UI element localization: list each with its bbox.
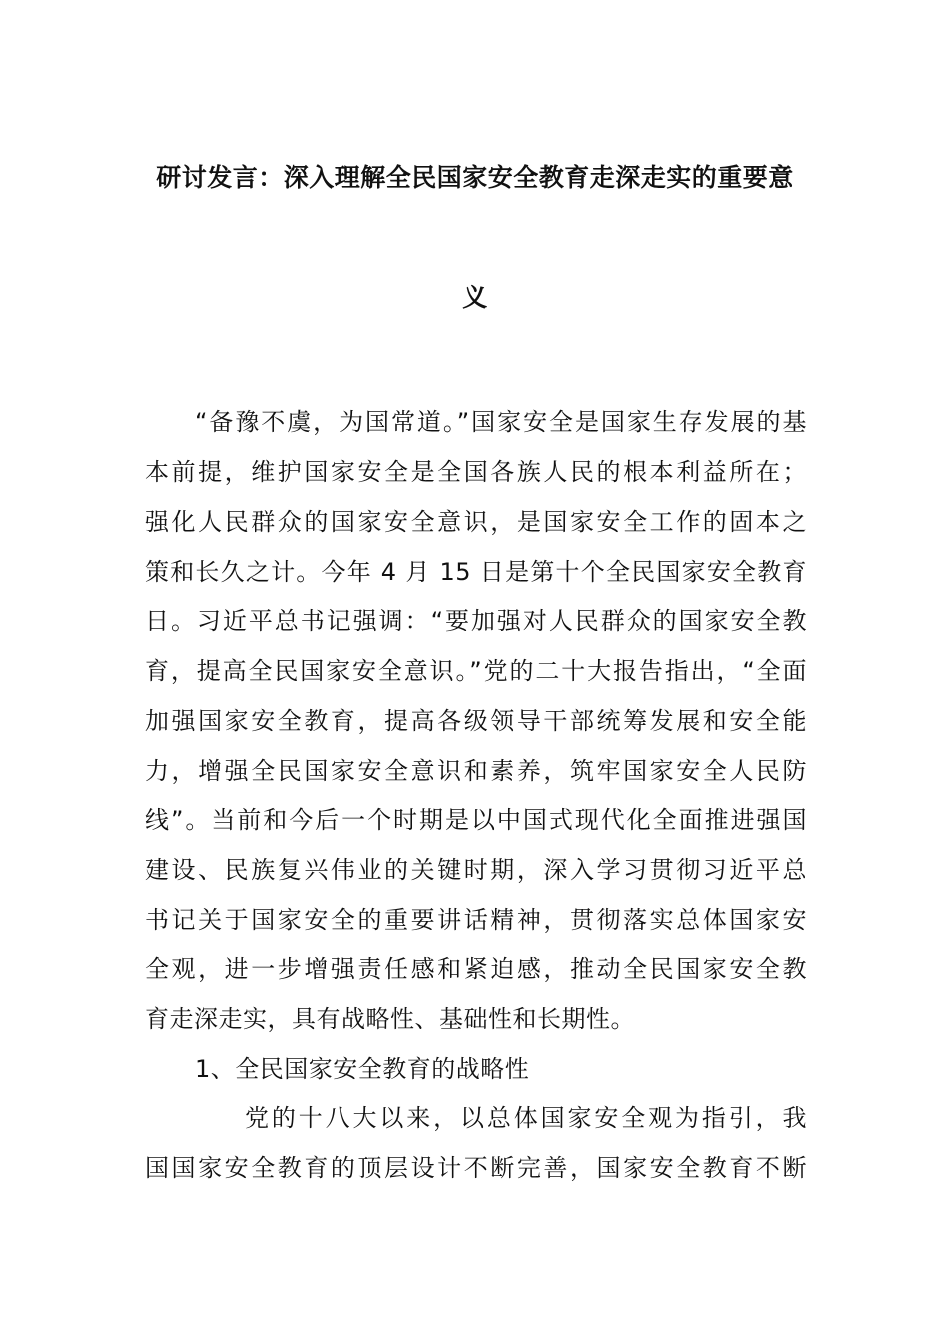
paragraph-1-line: 育，提高全民国家安全意识。”党的二十大报告指出，“全面	[145, 657, 807, 685]
paragraph-1-line: “备豫不虞，为国常道。”国家安全是国家生存发展的基	[195, 408, 807, 436]
paragraph-1-line: 本前提，维护国家安全是全国各族人民的根本利益所在；	[145, 458, 807, 486]
paragraph-1-line: 书记关于国家安全的重要讲话精神，贯彻落实总体国家安	[145, 906, 807, 934]
document-title-line-2: 义	[462, 283, 488, 312]
paragraph-1-line: 日。习近平总书记强调：“要加强对人民群众的国家安全教	[145, 607, 807, 635]
document-title-line-1: 研讨发言：深入理解全民国家安全教育走深走实的重要意	[156, 163, 794, 192]
paragraph-1-line: 强化人民群众的国家安全意识，是国家安全工作的固本之	[145, 508, 807, 536]
paragraph-1-line: 全观，进一步增强责任感和紧迫感，推动全民国家安全教	[145, 955, 807, 983]
paragraph-2-line: 国国家安全教育的顶层设计不断完善，国家安全教育不断	[145, 1154, 807, 1182]
paragraph-1-line: 建设、民族复兴伟业的关键时期，深入学习贯彻习近平总	[145, 856, 807, 884]
paragraph-1-line: 育走深走实，具有战略性、基础性和长期性。	[145, 1005, 635, 1033]
paragraph-1-line: 线”。当前和今后一个时期是以中国式现代化全面推进强国	[145, 806, 807, 834]
paragraph-1-line: 策和长久之计。今年 4 月 15 日是第十个全民国家安全教育	[145, 558, 807, 586]
paragraph-2-line: 党的十八大以来，以总体国家安全观为指引，我	[245, 1104, 807, 1132]
section-1-heading: 1、全民国家安全教育的战略性	[195, 1055, 530, 1083]
paragraph-1-line: 加强国家安全教育，提高各级领导干部统筹发展和安全能	[145, 707, 807, 735]
paragraph-1-line: 力，增强全民国家安全意识和素养，筑牢国家安全人民防	[145, 757, 807, 785]
